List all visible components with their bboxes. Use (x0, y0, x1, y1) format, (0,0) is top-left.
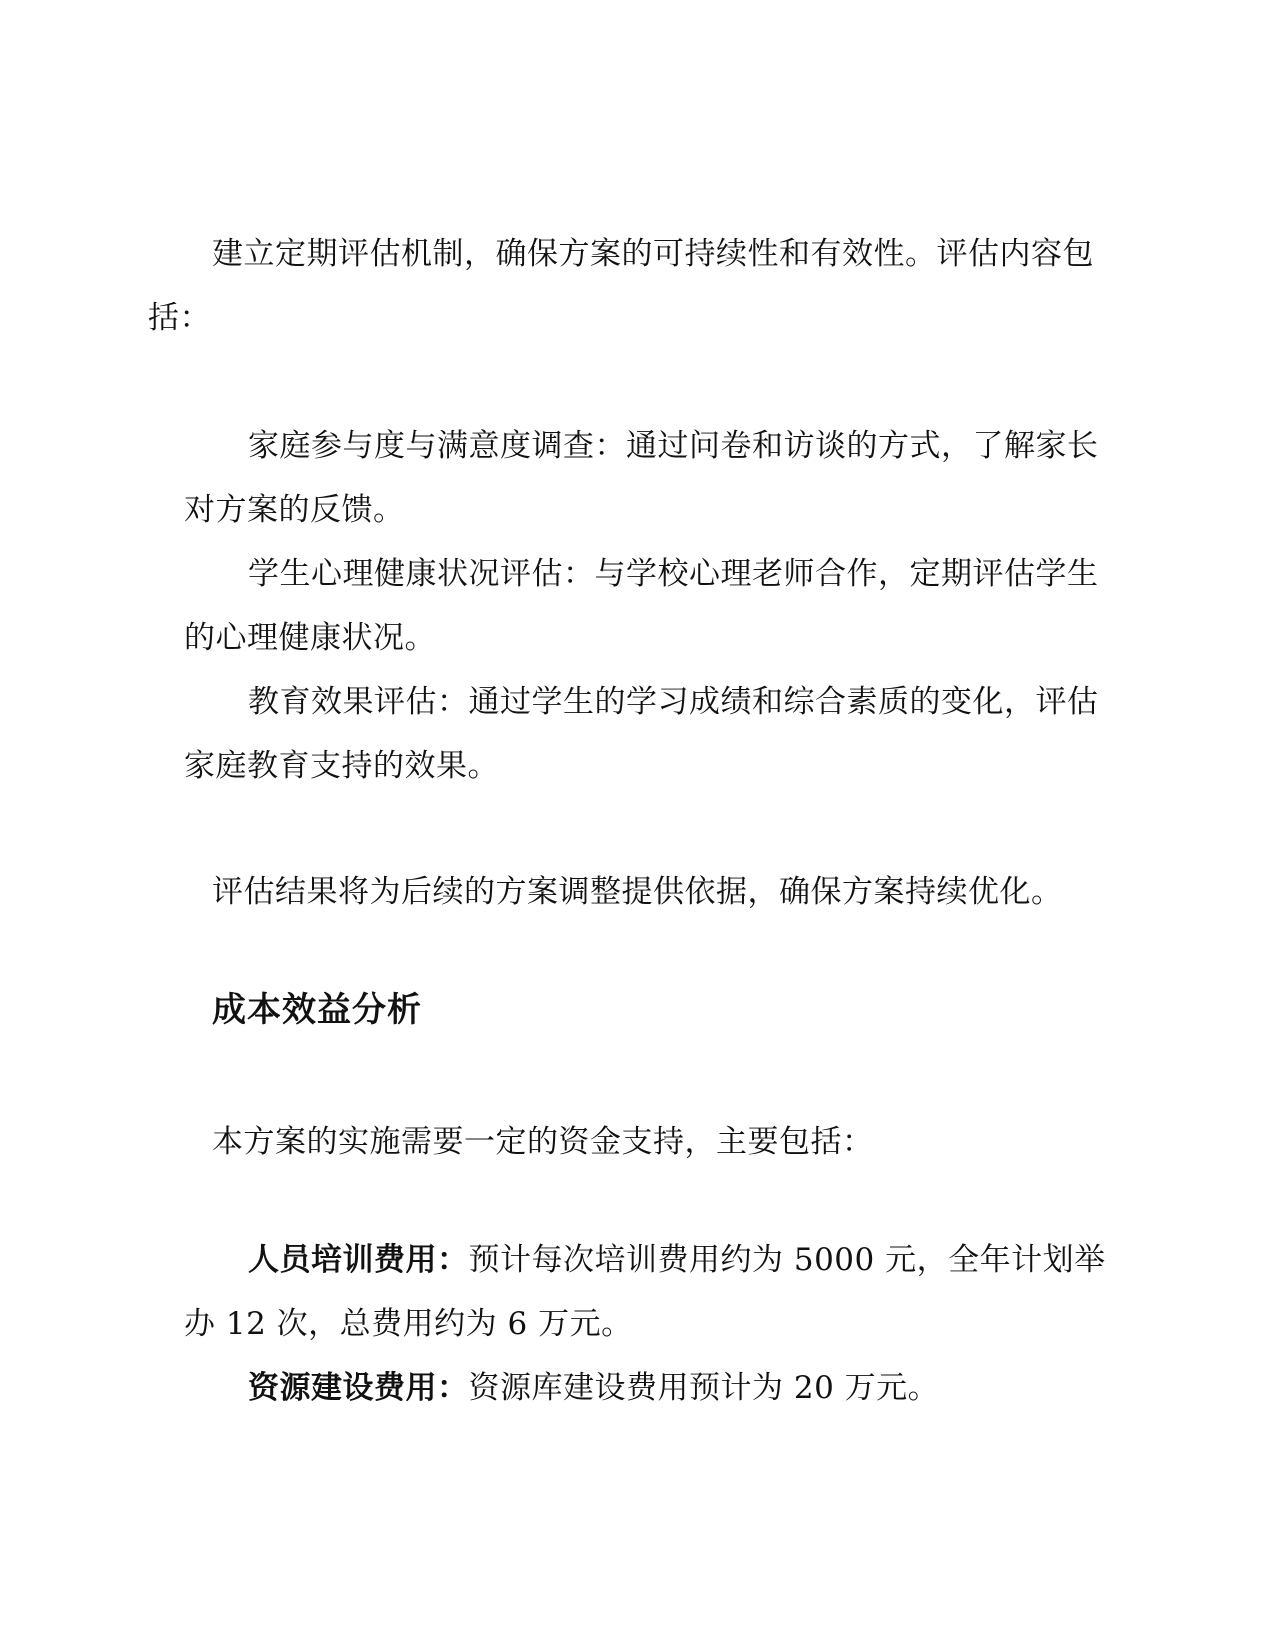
cost-item-training (184, 1228, 1114, 1356)
cost-item-resources (184, 1356, 1114, 1420)
evaluation-item-education-effect: 教育效果评估：通过学生的学习成绩和综合素质的变化，评估家庭教育支持的效果。 (184, 684, 1099, 784)
cost-item-resources-text: 资源库建设费用预计为 20 万元。 (468, 1370, 940, 1406)
section-heading-cost-benefit: 成本效益分析 (212, 990, 422, 1030)
evaluation-item-satisfaction-survey: 家庭参与度与满意度调查：通过问卷和访谈的方式，了解家长对方案的反馈。 (184, 428, 1099, 528)
cost-item-resources-label: 资源建设费用： (248, 1370, 469, 1406)
evaluation-conclusion-paragraph: 评估结果将为后续的方案调整提供依据，确保方案持续优化。 (212, 874, 1063, 910)
cost-item-training-label: 人员培训费用： (248, 1242, 469, 1278)
evaluation-intro-paragraph: 建立定期评估机制，确保方案的可持续性和有效性。评估内容包括： (148, 236, 1094, 336)
evaluation-item-mental-health: 学生心理健康状况评估：与学校心理老师合作，定期评估学生的心理健康状况。 (184, 556, 1099, 656)
cost-item-training-text: 预计每次培训费用约为 5000 元，全年计划举办 12 次，总费用约为 6 万元。 (184, 1242, 1106, 1342)
funding-intro-paragraph: 本方案的实施需要一定的资金支持，主要包括： (212, 1124, 874, 1160)
